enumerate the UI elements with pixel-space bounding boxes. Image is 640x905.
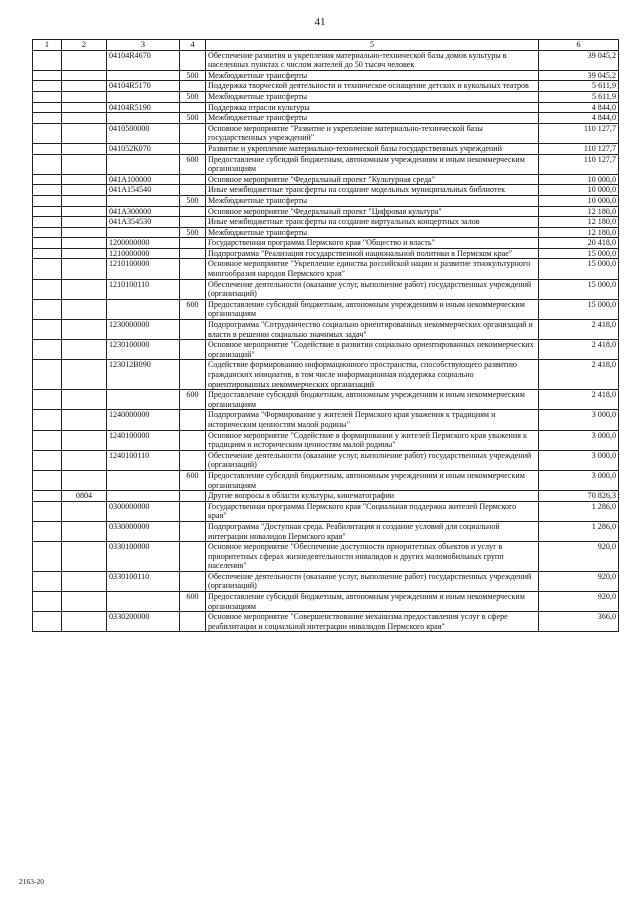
table-row — [33, 143, 619, 154]
section-code-cell — [62, 390, 107, 410]
target-article-cell: 0330000000 — [107, 521, 180, 541]
amount-cell: 20 418,0 — [539, 238, 619, 249]
expense-type-cell — [180, 340, 206, 360]
row-number-cell — [33, 81, 62, 92]
table-row — [33, 501, 619, 521]
column-header: 5 — [206, 40, 539, 51]
amount-cell: 10 000,0 — [539, 195, 619, 206]
amount-cell: 12 180,0 — [539, 217, 619, 228]
row-number-cell — [33, 501, 62, 521]
section-code-cell — [62, 206, 107, 217]
expense-type-cell — [180, 542, 206, 572]
expense-type-cell — [180, 360, 206, 390]
section-code-cell — [62, 340, 107, 360]
description-cell: Содействие формированию информационного пространства, способствующего развитию гражданских инициатив, в том числе информационная поддержка социально ориентированных некоммерческих организаций — [206, 360, 539, 390]
amount-cell: 2 418,0 — [539, 360, 619, 390]
table-row — [33, 174, 619, 185]
description-cell: Основное мероприятие "Содействие в развитии социально ориентированных некоммерческих организаций" — [206, 340, 539, 360]
expense-type-cell — [180, 320, 206, 340]
expense-type-cell: 600 — [180, 154, 206, 174]
amount-cell: 12 180,0 — [539, 227, 619, 238]
table-row — [33, 390, 619, 410]
budget-table — [32, 39, 619, 632]
row-number-cell — [33, 450, 62, 470]
description-cell: Обеспечение деятельности (оказание услуг, выполнение работ) государственных учреждений (организаций) — [206, 279, 539, 299]
target-article-cell: 1240100000 — [107, 430, 180, 450]
row-number-cell — [33, 70, 62, 81]
target-article-cell: 1240000000 — [107, 410, 180, 430]
section-code-cell — [62, 227, 107, 238]
row-number-cell — [33, 217, 62, 228]
section-code-cell — [62, 571, 107, 591]
section-code-cell — [62, 174, 107, 185]
description-cell: Межбюджетные трансферты — [206, 91, 539, 102]
row-number-cell — [33, 390, 62, 410]
expense-type-cell: 500 — [180, 91, 206, 102]
amount-cell: 110 127,7 — [539, 154, 619, 174]
row-number-cell — [33, 102, 62, 113]
expense-type-cell — [180, 501, 206, 521]
description-cell: Подпрограмма "Доступная среда. Реабилитация и создание условий для социальной интеграции инвалидов Пермского края" — [206, 521, 539, 541]
amount-cell: 15 000,0 — [539, 279, 619, 299]
expense-type-cell — [180, 174, 206, 185]
description-cell: Основное мероприятие "Федеральный проект "Цифровая культура" — [206, 206, 539, 217]
amount-cell: 3 000,0 — [539, 410, 619, 430]
target-article-cell: 1200000000 — [107, 238, 180, 249]
table-row — [33, 248, 619, 259]
section-code-cell — [62, 450, 107, 470]
description-cell: Межбюджетные трансферты — [206, 113, 539, 124]
section-code-cell — [62, 50, 107, 70]
section-code-cell — [62, 185, 107, 196]
description-cell: Подпрограмма "Формирование у жителей Пермского края уважения к традициям и историческим ценностям малой родины" — [206, 410, 539, 430]
target-article-cell: 04104R4670 — [107, 50, 180, 70]
amount-cell: 39 045,2 — [539, 50, 619, 70]
amount-cell: 110 127,7 — [539, 123, 619, 143]
target-article-cell: 1210100000 — [107, 259, 180, 279]
expense-type-cell — [180, 491, 206, 502]
amount-cell: 10 000,0 — [539, 174, 619, 185]
description-cell: Иные межбюджетные трансферты на создание модельных муниципальных библиотек — [206, 185, 539, 196]
target-article-cell: 04104R5190 — [107, 102, 180, 113]
expense-type-cell — [180, 206, 206, 217]
row-number-cell — [33, 91, 62, 102]
description-cell: Подпрограмма "Сотрудничество социально ориентированных некоммерческих организаций и власти в решении социально значимых задач" — [206, 320, 539, 340]
description-cell: Предоставление субсидий бюджетным, автономным учреждениям и иным некоммерческим организациям — [206, 592, 539, 612]
table-row — [33, 491, 619, 502]
description-cell: Обеспечение деятельности (оказание услуг, выполнение работ) государственных учреждений (организаций) — [206, 571, 539, 591]
description-cell: Поддержка отрасли культуры — [206, 102, 539, 113]
description-cell: Предоставление субсидий бюджетным, автономным учреждениям и иным некоммерческим организациям — [206, 470, 539, 490]
section-code-cell — [62, 470, 107, 490]
section-code-cell — [62, 102, 107, 113]
page-number: 41 — [314, 16, 326, 28]
amount-cell: 4 844,0 — [539, 102, 619, 113]
description-cell: Другие вопросы в области культуры, кинематографии — [206, 491, 539, 502]
row-number-cell — [33, 50, 62, 70]
target-article-cell: 041А154540 — [107, 185, 180, 196]
amount-cell: 5 611,9 — [539, 81, 619, 92]
target-article-cell: 0300000000 — [107, 501, 180, 521]
description-cell: Предоставление субсидий бюджетным, автономным учреждениям и иным некоммерческим организациям — [206, 154, 539, 174]
target-article-cell — [107, 91, 180, 102]
section-code-cell — [62, 113, 107, 124]
expense-type-cell — [180, 185, 206, 196]
amount-cell: 39 045,2 — [539, 70, 619, 81]
amount-cell: 920,0 — [539, 542, 619, 572]
table-row — [33, 195, 619, 206]
description-cell: Основное мероприятие "Укрепление единства российской нации и развитие этнокультурного многообразия народов Пермского края" — [206, 259, 539, 279]
section-code-cell — [62, 143, 107, 154]
amount-cell: 2 418,0 — [539, 320, 619, 340]
description-cell: Обеспечение деятельности (оказание услуг, выполнение работ) государственных учреждений (организаций) — [206, 450, 539, 470]
expense-type-cell — [180, 279, 206, 299]
expense-type-cell — [180, 259, 206, 279]
row-number-cell — [33, 154, 62, 174]
row-number-cell — [33, 195, 62, 206]
table-row — [33, 102, 619, 113]
section-code-cell — [62, 195, 107, 206]
expense-type-cell — [180, 238, 206, 249]
section-code-cell — [62, 612, 107, 632]
row-number-cell — [33, 143, 62, 154]
column-header: 6 — [539, 40, 619, 51]
row-number-cell — [33, 206, 62, 217]
target-article-cell: 1230100000 — [107, 340, 180, 360]
table-row — [33, 612, 619, 632]
target-article-cell: 1210100110 — [107, 279, 180, 299]
section-code-cell — [62, 238, 107, 249]
section-code-cell: 0804 — [62, 491, 107, 502]
table-row — [33, 299, 619, 319]
expense-type-cell — [180, 430, 206, 450]
amount-cell: 15 000,0 — [539, 259, 619, 279]
description-cell: Подпрограмма "Реализация государственной национальной политики в Пермском крае" — [206, 248, 539, 259]
row-number-cell — [33, 592, 62, 612]
target-article-cell: 041052К070 — [107, 143, 180, 154]
amount-cell: 15 000,0 — [539, 248, 619, 259]
target-article-cell — [107, 227, 180, 238]
expense-type-cell: 500 — [180, 195, 206, 206]
expense-type-cell: 600 — [180, 390, 206, 410]
expense-type-cell: 600 — [180, 299, 206, 319]
target-article-cell — [107, 470, 180, 490]
row-number-cell — [33, 299, 62, 319]
row-number-cell — [33, 571, 62, 591]
row-number-cell — [33, 410, 62, 430]
expense-type-cell — [180, 123, 206, 143]
target-article-cell: 0410500000 — [107, 123, 180, 143]
amount-cell: 4 844,0 — [539, 113, 619, 124]
row-number-cell — [33, 248, 62, 259]
section-code-cell — [62, 154, 107, 174]
section-code-cell — [62, 360, 107, 390]
target-article-cell: 123012В090 — [107, 360, 180, 390]
column-header: 1 — [33, 40, 62, 51]
amount-cell: 2 418,0 — [539, 390, 619, 410]
section-code-cell — [62, 542, 107, 572]
description-cell: Межбюджетные трансферты — [206, 195, 539, 206]
amount-cell: 1 286,0 — [539, 501, 619, 521]
section-code-cell — [62, 81, 107, 92]
row-number-cell — [33, 227, 62, 238]
expense-type-cell — [180, 81, 206, 92]
table-row — [33, 340, 619, 360]
column-header: 4 — [180, 40, 206, 51]
table-row — [33, 227, 619, 238]
expense-type-cell: 600 — [180, 592, 206, 612]
section-code-cell — [62, 320, 107, 340]
amount-cell: 1 286,0 — [539, 521, 619, 541]
target-article-cell — [107, 299, 180, 319]
table-row — [33, 320, 619, 340]
expense-type-cell — [180, 521, 206, 541]
section-code-cell — [62, 248, 107, 259]
target-article-cell — [107, 390, 180, 410]
target-article-cell: 041А300000 — [107, 206, 180, 217]
amount-cell: 12 180,0 — [539, 206, 619, 217]
description-cell: Основное мероприятие "Совершенствование механизма предоставления услуг в сфере реабилитации и социальной интеграции инвалидов Пермского края" — [206, 612, 539, 632]
table-row — [33, 521, 619, 541]
description-cell: Основное мероприятие "Обеспечение доступности приоритетных объектов и услуг в приоритетных сферах жизнедеятельности инвалидов и других маломобильных групп населения" — [206, 542, 539, 572]
amount-cell: 920,0 — [539, 592, 619, 612]
table-row — [33, 91, 619, 102]
section-code-cell — [62, 279, 107, 299]
row-number-cell — [33, 430, 62, 450]
row-number-cell — [33, 340, 62, 360]
description-cell: Межбюджетные трансферты — [206, 70, 539, 81]
expense-type-cell: 500 — [180, 70, 206, 81]
section-code-cell — [62, 123, 107, 143]
section-code-cell — [62, 592, 107, 612]
row-number-cell — [33, 470, 62, 490]
section-code-cell — [62, 217, 107, 228]
expense-type-cell: 500 — [180, 227, 206, 238]
document-code: 2163-20 — [19, 877, 44, 886]
description-cell: Основное мероприятие "Федеральный проект "Культурная среда" — [206, 174, 539, 185]
table-row — [33, 430, 619, 450]
description-cell: Иные межбюджетные трансферты на создание виртуальных концертных залов — [206, 217, 539, 228]
table-row — [33, 70, 619, 81]
column-header: 3 — [107, 40, 180, 51]
target-article-cell — [107, 491, 180, 502]
budget-table-body — [33, 40, 619, 632]
expense-type-cell — [180, 571, 206, 591]
table-row — [33, 542, 619, 572]
target-article-cell: 1240100110 — [107, 450, 180, 470]
amount-cell: 366,0 — [539, 612, 619, 632]
description-cell: Обеспечение развития и укрепления материально-технической базы домов культуры в населенных пунктах с числом жителей до 50 тысяч человек — [206, 50, 539, 70]
table-row — [33, 470, 619, 490]
row-number-cell — [33, 360, 62, 390]
row-number-cell — [33, 259, 62, 279]
row-number-cell — [33, 521, 62, 541]
section-code-cell — [62, 70, 107, 81]
table-row — [33, 50, 619, 70]
target-article-cell: 04104R5170 — [107, 81, 180, 92]
target-article-cell: 1210000000 — [107, 248, 180, 259]
section-code-cell — [62, 299, 107, 319]
row-number-cell — [33, 542, 62, 572]
table-row — [33, 592, 619, 612]
target-article-cell: 1230000000 — [107, 320, 180, 340]
description-cell: Основное мероприятие "Развитие и укрепление материально-технической базы государственных учреждений" — [206, 123, 539, 143]
target-article-cell — [107, 113, 180, 124]
description-cell: Поддержка творческой деятельности и техническое оснащение детских и кукольных театров — [206, 81, 539, 92]
table-row — [33, 154, 619, 174]
row-number-cell — [33, 174, 62, 185]
target-article-cell — [107, 70, 180, 81]
expense-type-cell — [180, 612, 206, 632]
expense-type-cell — [180, 217, 206, 228]
table-row — [33, 185, 619, 196]
table-row — [33, 259, 619, 279]
amount-cell: 3 000,0 — [539, 430, 619, 450]
description-cell: Предоставление субсидий бюджетным, автономным учреждениям и иным некоммерческим организациям — [206, 390, 539, 410]
section-code-cell — [62, 430, 107, 450]
description-cell: Предоставление субсидий бюджетным, автономным учреждениям и иным некоммерческим организациям — [206, 299, 539, 319]
row-number-cell — [33, 123, 62, 143]
row-number-cell — [33, 612, 62, 632]
expense-type-cell: 500 — [180, 113, 206, 124]
table-row — [33, 113, 619, 124]
table-row — [33, 410, 619, 430]
amount-cell: 10 000,0 — [539, 185, 619, 196]
section-code-cell — [62, 259, 107, 279]
target-article-cell: 0330100110 — [107, 571, 180, 591]
expense-type-cell — [180, 248, 206, 259]
description-cell: Межбюджетные трансферты — [206, 227, 539, 238]
amount-cell: 2 418,0 — [539, 340, 619, 360]
table-row — [33, 206, 619, 217]
amount-cell: 5 611,9 — [539, 91, 619, 102]
row-number-cell — [33, 113, 62, 124]
description-cell: Государственная программа Пермского края "Социальная поддержка жителей Пермского края" — [206, 501, 539, 521]
row-number-cell — [33, 320, 62, 340]
amount-cell: 110 127,7 — [539, 143, 619, 154]
table-row — [33, 238, 619, 249]
table-row — [33, 571, 619, 591]
expense-type-cell — [180, 410, 206, 430]
row-number-cell — [33, 279, 62, 299]
expense-type-cell — [180, 143, 206, 154]
amount-cell: 920,0 — [539, 571, 619, 591]
expense-type-cell — [180, 50, 206, 70]
target-article-cell — [107, 592, 180, 612]
section-code-cell — [62, 91, 107, 102]
target-article-cell: 0330100000 — [107, 542, 180, 572]
section-code-cell — [62, 521, 107, 541]
table-row — [33, 123, 619, 143]
table-row — [33, 217, 619, 228]
table-row — [33, 450, 619, 470]
table-header-row — [33, 40, 619, 51]
table-row — [33, 279, 619, 299]
description-cell: Основное мероприятие "Содействие в формировании у жителей Пермского края уважения к традициям и историческим ценностям малой родины" — [206, 430, 539, 450]
target-article-cell: 041А354530 — [107, 217, 180, 228]
row-number-cell — [33, 491, 62, 502]
expense-type-cell — [180, 102, 206, 113]
amount-cell: 15 000,0 — [539, 299, 619, 319]
target-article-cell — [107, 154, 180, 174]
description-cell: Развитие и укрепление материально-технической базы государственных учреждений — [206, 143, 539, 154]
section-code-cell — [62, 410, 107, 430]
row-number-cell — [33, 185, 62, 196]
expense-type-cell — [180, 450, 206, 470]
table-row — [33, 360, 619, 390]
description-cell: Государственная программа Пермского края "Общество и власть" — [206, 238, 539, 249]
expense-type-cell: 600 — [180, 470, 206, 490]
target-article-cell: 0330200000 — [107, 612, 180, 632]
table-row — [33, 81, 619, 92]
amount-cell: 70 826,3 — [539, 491, 619, 502]
row-number-cell — [33, 238, 62, 249]
target-article-cell — [107, 195, 180, 206]
section-code-cell — [62, 501, 107, 521]
target-article-cell: 041А100000 — [107, 174, 180, 185]
amount-cell: 3 000,0 — [539, 470, 619, 490]
amount-cell: 3 000,0 — [539, 450, 619, 470]
column-header: 2 — [62, 40, 107, 51]
